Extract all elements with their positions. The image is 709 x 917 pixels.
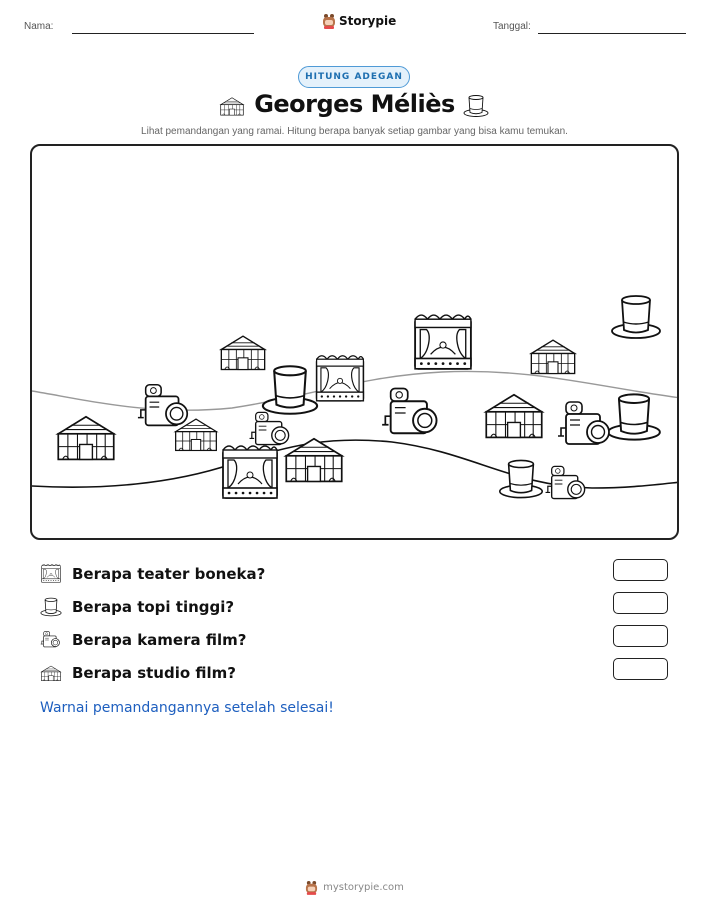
- film-camera-icon: [250, 412, 289, 444]
- footer-url: mystorypie.com: [323, 882, 404, 893]
- counting-scene: [30, 144, 679, 540]
- greenhouse-icon: [486, 395, 541, 438]
- brand-logo: [322, 13, 396, 29]
- puppet-theater-icon: [317, 356, 364, 401]
- top-hat-icon: [608, 394, 660, 439]
- answer-box-studio[interactable]: [613, 658, 668, 680]
- top-hat-icon: [463, 94, 489, 118]
- footer: [0, 880, 709, 895]
- question-text: Berapa topi tinggi?: [72, 598, 235, 616]
- film-camera-icon: [138, 385, 187, 426]
- film-camera-icon: [558, 402, 609, 444]
- question-studio: [40, 662, 236, 684]
- question-text: Berapa studio film?: [72, 664, 236, 682]
- question-camera: [40, 629, 246, 651]
- question-theater: [40, 563, 265, 585]
- greenhouse-icon: [40, 662, 62, 684]
- question-text: Berapa teater boneka?: [72, 565, 266, 583]
- puppet-theater-icon: [40, 563, 62, 585]
- answer-box-theater[interactable]: [613, 559, 668, 581]
- top-hat-icon: [612, 296, 660, 338]
- film-camera-icon: [40, 629, 62, 651]
- film-camera-icon: [382, 388, 436, 433]
- greenhouse-icon: [531, 340, 574, 373]
- answer-box-camera[interactable]: [613, 625, 668, 647]
- instructions: Lihat pemandangan yang ramai. Hitung berapa banyak setiap gambar yang bisa kamu temukan.: [141, 126, 568, 137]
- hill-line-front: [32, 440, 679, 488]
- name-label: Nama:: [24, 21, 54, 32]
- top-hat-icon: [263, 366, 317, 413]
- storypie-logo-icon: [322, 13, 336, 29]
- top-hat-icon: [500, 460, 542, 497]
- brand-name: Storypie: [339, 14, 397, 28]
- storypie-logo-icon: [305, 880, 318, 895]
- date-label: Tanggal:: [493, 21, 531, 32]
- greenhouse-icon: [221, 336, 264, 369]
- film-camera-icon: [546, 466, 585, 498]
- page-title: Georges Méliès: [254, 90, 455, 118]
- answer-box-hat[interactable]: [613, 592, 668, 614]
- puppet-theater-icon: [415, 315, 471, 369]
- question-text: Berapa kamera film?: [72, 631, 247, 649]
- coloring-note: Warnai pemandangannya setelah selesai!: [40, 700, 334, 716]
- date-field[interactable]: [538, 33, 686, 34]
- scene-drawing: [32, 146, 679, 540]
- puppet-theater-icon: [223, 446, 277, 498]
- greenhouse-icon: [58, 417, 113, 460]
- name-field[interactable]: [72, 33, 254, 34]
- question-hat: [40, 596, 234, 618]
- top-hat-icon: [40, 596, 62, 618]
- greenhouse-icon: [286, 439, 341, 482]
- activity-tag: HITUNG ADEGAN: [298, 66, 410, 88]
